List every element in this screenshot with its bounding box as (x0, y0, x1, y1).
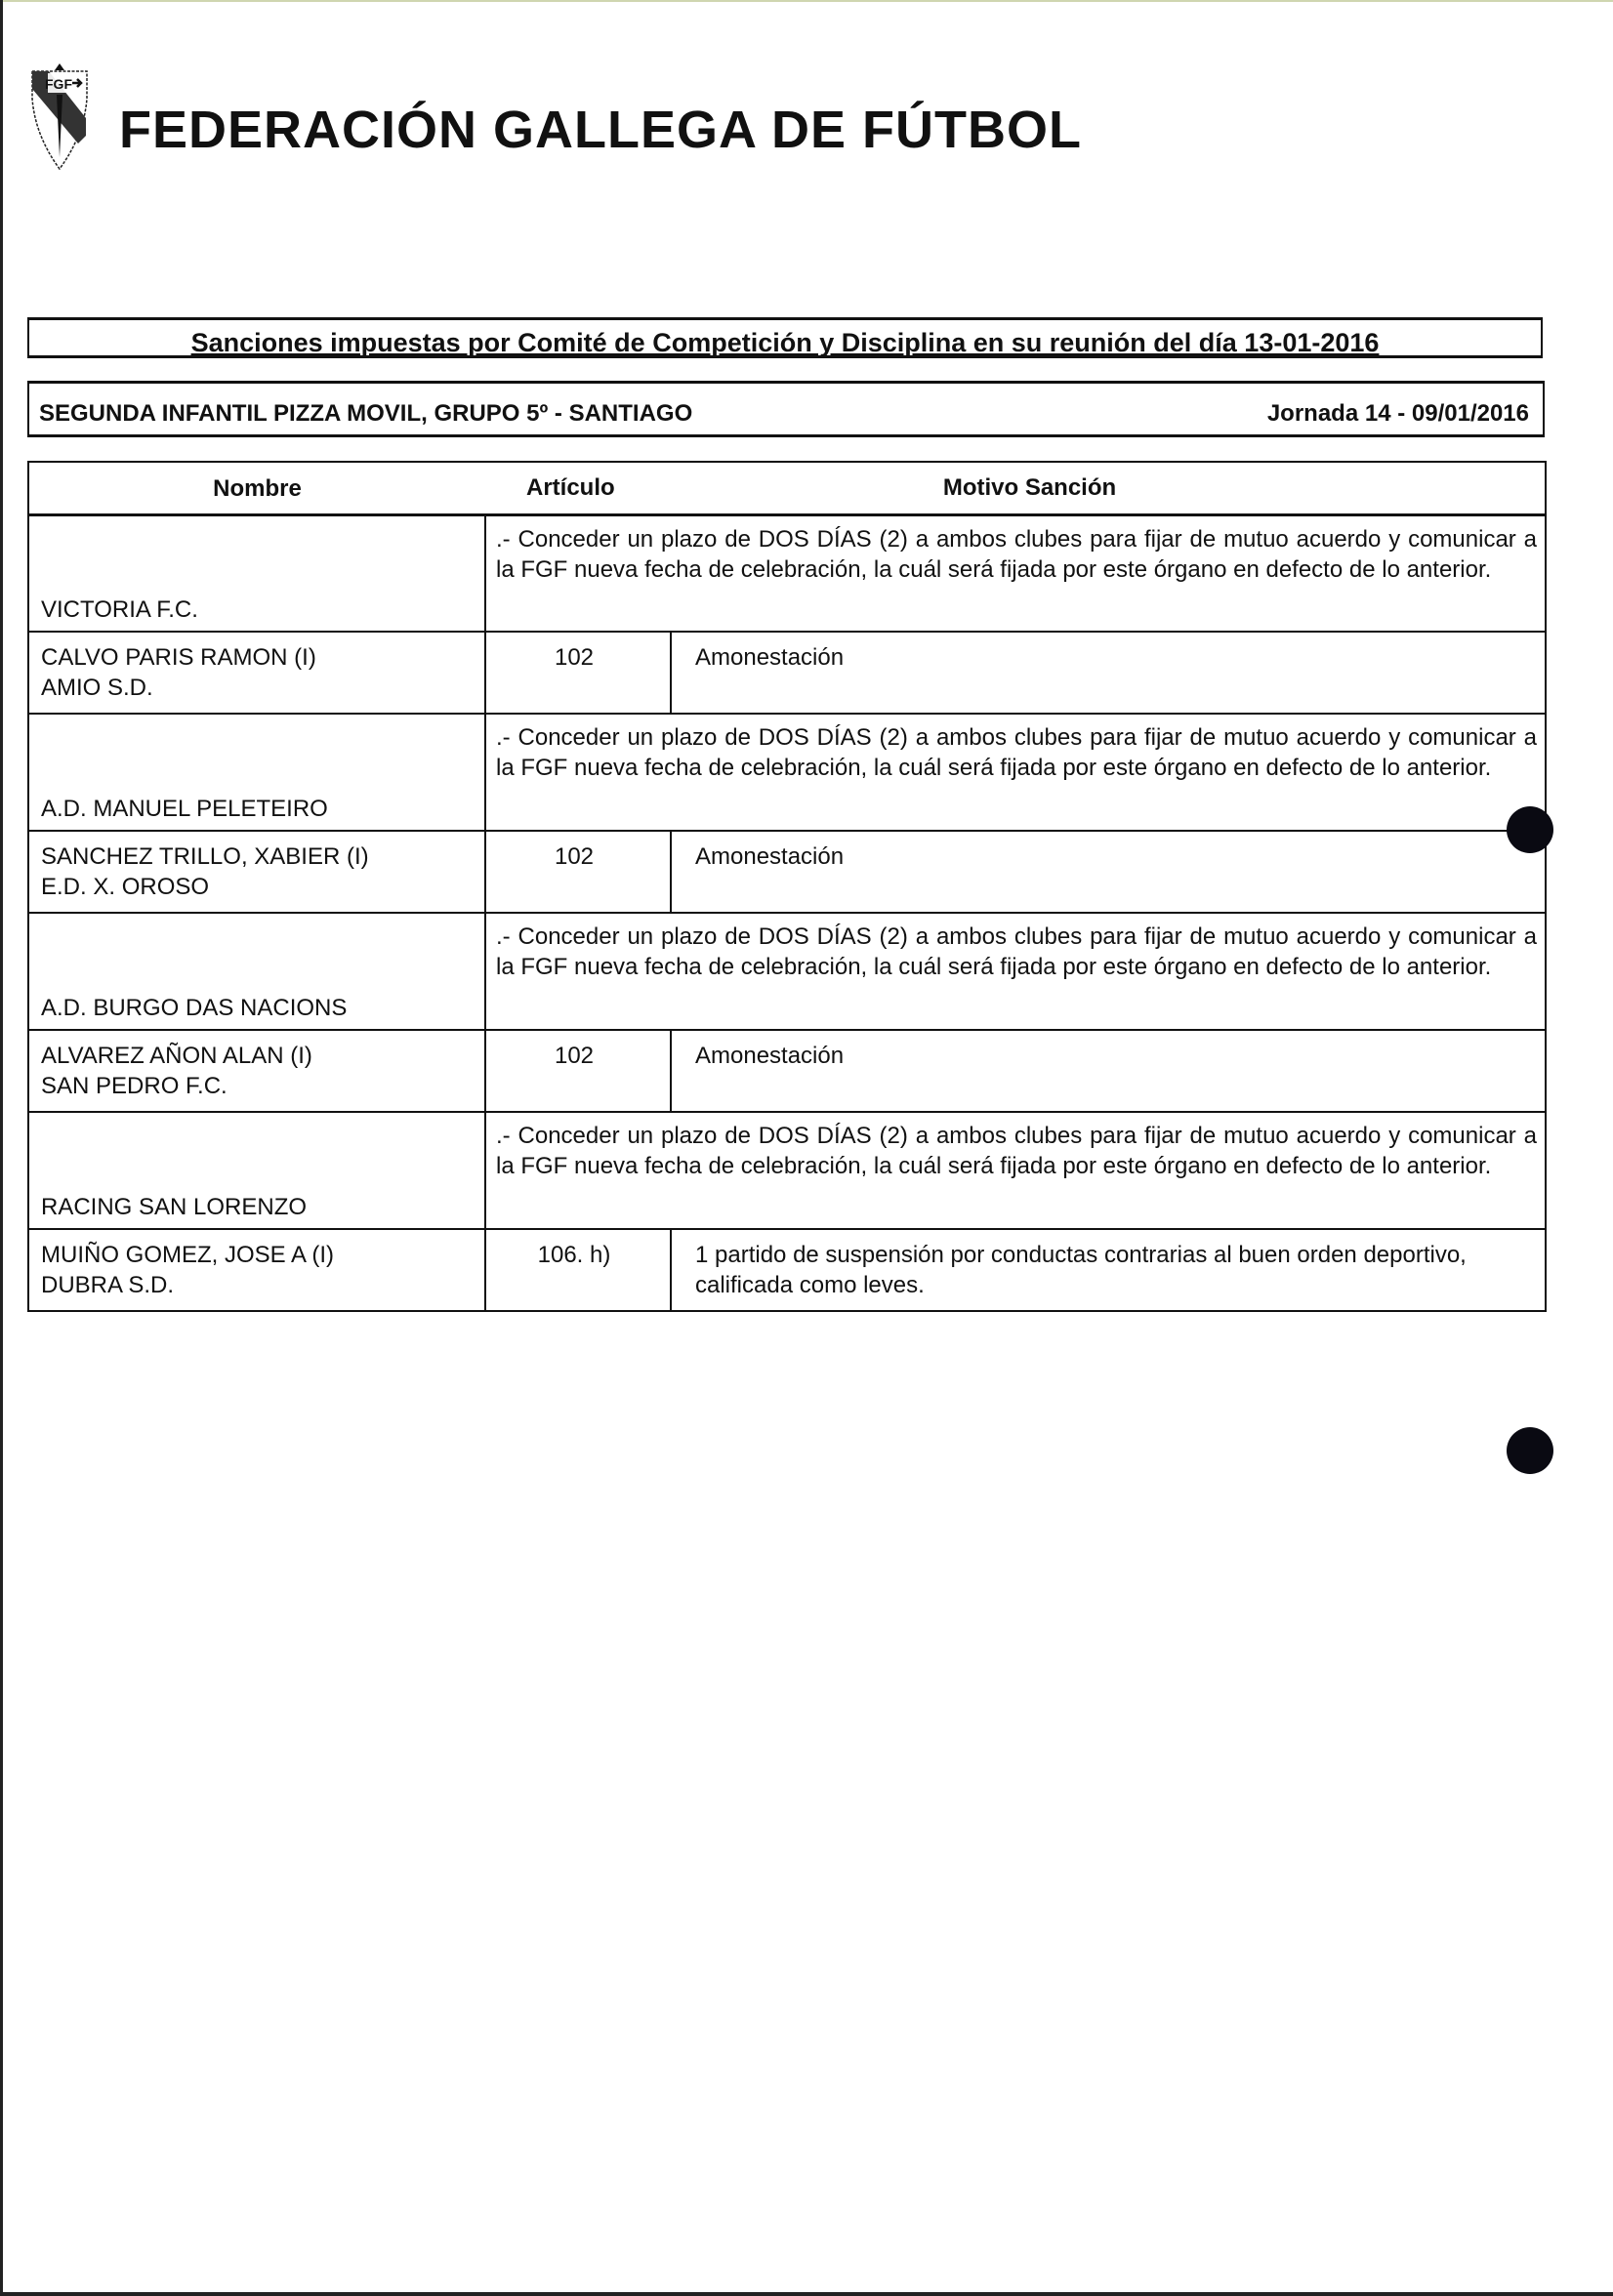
club-name: RACING SAN LORENZO (28, 1112, 485, 1229)
punch-hole-icon (1507, 1427, 1553, 1474)
table-row (28, 913, 1546, 1030)
sanction-reason: Amonestación (671, 831, 1546, 913)
table-row (28, 632, 1546, 714)
sanction-reason: Amonestación (671, 1030, 1546, 1112)
letterhead (29, 57, 1082, 184)
sanction-text: .- Conceder un plazo de DOS DÍAS (2) a ambos clubes para fijar de mutuo acuerdo y comunicar a la FGF nueva fecha de celebración, la cuál será fijada por este órgano en defecto de lo anterior. (485, 714, 1546, 831)
player-name: SANCHEZ TRILLO, XABIER (I) (41, 843, 369, 870)
table-row (28, 714, 1546, 831)
table-row (28, 1030, 1546, 1112)
sanctions-title-box (27, 317, 1543, 358)
page-edge-top (0, 0, 1613, 2)
sanction-reason: Amonestación (671, 632, 1546, 714)
sanctions-title: Sanciones impuestas por Comité de Competición y Disciplina en su reunión del día 13-01-2016 (190, 327, 1380, 357)
player-name: ALVAREZ AÑON ALAN (I) (41, 1043, 312, 1069)
sanction-reason: 1 partido de suspensión por conductas contrarias al buen orden deportivo, calificada como leves. (671, 1229, 1546, 1311)
player-cell (28, 632, 485, 714)
table-row (28, 1112, 1546, 1229)
club-name: A.D. MANUEL PELETEIRO (28, 714, 485, 831)
player-club: SAN PEDRO F.C. (41, 1073, 227, 1099)
matchday-label: Jornada 14 - 09/01/2016 (1266, 400, 1529, 427)
competition-name: SEGUNDA INFANTIL PIZZA MOVIL, GRUPO 5º - SANTIAGO (39, 400, 693, 427)
sanction-text: .- Conceder un plazo de DOS DÍAS (2) a ambos clubes para fijar de mutuo acuerdo y comunicar a la FGF nueva fecha de celebración, la cuál será fijada por este órgano en defecto de lo anterior. (485, 913, 1546, 1030)
page-edge-bottom (0, 2292, 1613, 2296)
table-row (28, 1229, 1546, 1311)
player-cell (28, 831, 485, 913)
article-number: 102 (485, 1030, 671, 1112)
fgf-shield-logo-icon (29, 60, 90, 182)
header-motivo: Motivo Sanción (671, 462, 1546, 514)
player-name: CALVO PARIS RAMON (I) (41, 644, 316, 671)
table-header-row (28, 462, 1546, 514)
player-club: AMIO S.D. (41, 675, 153, 701)
sanction-text: .- Conceder un plazo de DOS DÍAS (2) a ambos clubes para fijar de mutuo acuerdo y comunicar a la FGF nueva fecha de celebración, la cuál será fijada por este órgano en defecto de lo anterior. (485, 514, 1546, 632)
punch-hole-icon (1507, 806, 1553, 853)
article-number: 106. h) (485, 1229, 671, 1311)
competition-header (27, 381, 1545, 437)
player-club: E.D. X. OROSO (41, 874, 210, 900)
svg-text:FGF: FGF (45, 75, 72, 92)
player-cell (28, 1229, 485, 1311)
table-row (28, 831, 1546, 913)
header-articulo: Artículo (485, 462, 671, 514)
sanction-text: .- Conceder un plazo de DOS DÍAS (2) a ambos clubes para fijar de mutuo acuerdo y comunicar a la FGF nueva fecha de celebración, la cuál será fijada por este órgano en defecto de lo anterior. (485, 1112, 1546, 1229)
player-club: DUBRA S.D. (41, 1272, 175, 1298)
club-name: A.D. BURGO DAS NACIONS (28, 913, 485, 1030)
article-number: 102 (485, 632, 671, 714)
club-name: VICTORIA F.C. (28, 514, 485, 632)
table-row (28, 514, 1546, 632)
header-nombre: Nombre (28, 462, 485, 514)
page-edge-left (0, 0, 3, 2296)
sanctions-table (27, 461, 1547, 1312)
article-number: 102 (485, 831, 671, 913)
player-name: MUIÑO GOMEZ, JOSE A (I) (41, 1242, 335, 1268)
player-cell (28, 1030, 485, 1112)
organization-name: FEDERACIÓN GALLEGA DE FÚTBOL (119, 101, 1082, 159)
